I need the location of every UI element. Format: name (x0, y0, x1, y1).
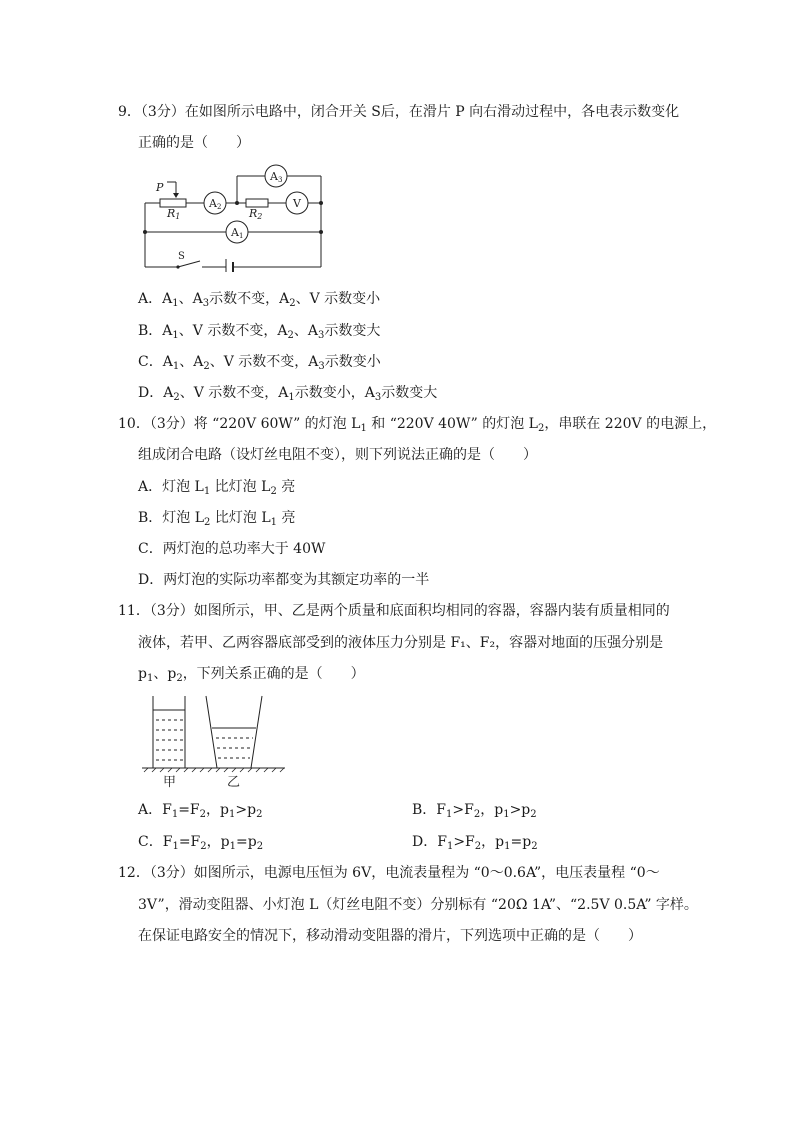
q11-containers-diagram (140, 692, 290, 790)
q10-option-a: A．灯泡 $L_1$ 比灯泡 $L_2$ 亮 (138, 479, 296, 497)
q12-stem-line-2: 3V”，滑动变阻器、小灯泡 L（灯丝电阻不变）分别标有 “20Ω 1A”、“2.5V 0.5A” 字样。 (138, 897, 698, 913)
a1-label: A1 (231, 226, 244, 240)
q11-option-a: A．$F_1=F_2$，$p_1>p_2$ (138, 802, 263, 820)
q11-stem-line-1: 11．（3分）如图所示，甲、乙是两个质量和底面积均相同的容器，容器内装有质量相同的 (118, 603, 670, 619)
q10-stem-line-2: 组成闭合电路（设灯丝电阻不变），则下列说法正确的是（ ） (138, 447, 537, 463)
q10-option-c: C．两灯泡的总功率大于 40W (138, 541, 326, 557)
q9-circuit-diagram (136, 160, 336, 272)
yi-label: 乙 (227, 775, 241, 790)
q11-option-c: C．$F_1=F_2$，$p_1=p_2$ (138, 834, 264, 852)
q11-stem-line-2: 液体，若甲、乙两容器底部受到的液体压力分别是 F₁、F₂，容器对地面的压强分别是 (138, 635, 664, 651)
q10-option-b: B．灯泡 $L_2$ 比灯泡 $L_1$ 亮 (138, 510, 296, 528)
r1-resistor (160, 199, 186, 207)
r2-label: R2 (249, 207, 263, 221)
jia-label: 甲 (163, 775, 177, 790)
p-label: P (156, 181, 164, 194)
a2-label: A2 (209, 197, 222, 211)
q10-stem-line-1: 10．（3分）将 “220V 60W” 的灯泡 $L_1$ 和 “220V 40W” 的灯泡 $L_2$，串联在 220V 的电源上， (118, 416, 717, 434)
q11-option-d: D．$F_1>F_2$，$p_1=p_2$ (412, 834, 538, 852)
q9-option-a: A．$A_1$、$A_3$示数不变，$A_2$、V 示数变小 (138, 291, 381, 309)
container-yi (206, 696, 217, 768)
q9-option-d: D．$A_2$、V 示数不变，$A_1$示数变小，$A_3$示数变大 (138, 385, 438, 403)
r1-label: R1 (167, 207, 181, 221)
q10-option-d: D．两灯泡的实际功率都变为其额定功率的一半 (138, 572, 430, 588)
r2-resistor (246, 199, 268, 207)
q12-stem-line-1: 12．（3分）如图所示，电源电压恒为 6V，电流表量程为 “0～0.6A”，电压表量程 “0～ (118, 865, 660, 881)
q12-stem-line-3: 在保证电路安全的情况下，移动滑动变阻器的滑片，下列选项中正确的是（ ） (138, 928, 642, 944)
q9-stem-line-1: 9．（3分）在如图所示电路中，闭合开关 S后，在滑片 P 向右滑动过程中，各电表示数变化 (118, 104, 680, 120)
q9-option-b: B．$A_1$、V 示数不变，$A_2$、$A_3$示数变大 (138, 323, 381, 341)
q9-stem-line-2: 正确的是（ ） (138, 135, 250, 151)
q11-stem-line-3: $p_1$、$p_2$，下列关系正确的是（ ） (138, 666, 365, 684)
v-label: V (293, 197, 301, 210)
q11-option-b: B．$F_1>F_2$，$p_1>p_2$ (412, 802, 537, 820)
s-label: S (178, 251, 185, 262)
q9-option-c: C．$A_1$、$A_2$、V 示数不变，$A_3$示数变小 (138, 354, 381, 372)
a3-label: A3 (270, 170, 283, 184)
